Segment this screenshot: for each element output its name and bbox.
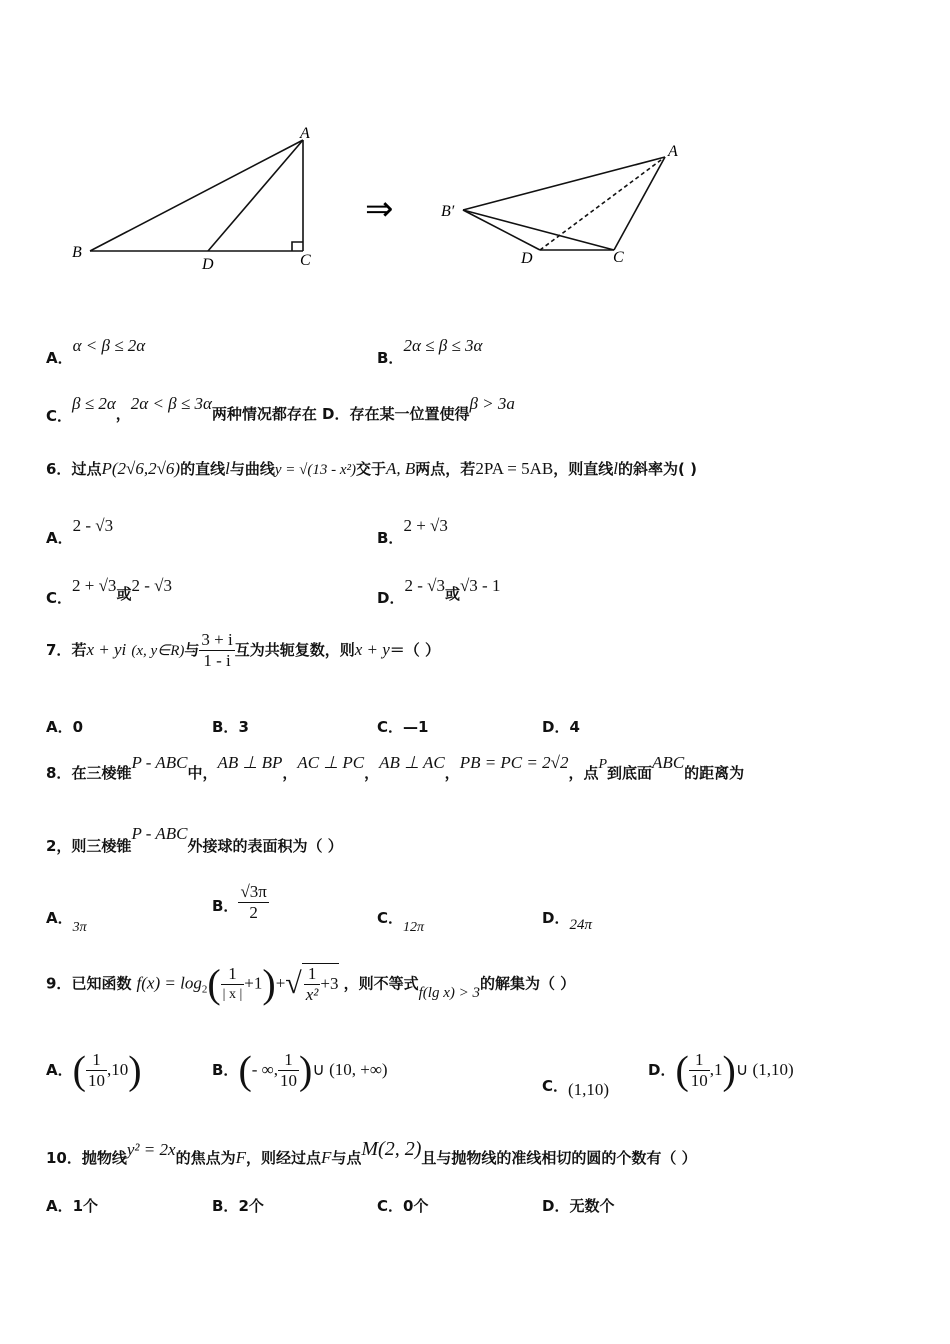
q6-option-c xyxy=(46,575,172,607)
q10-option-c xyxy=(377,1195,428,1216)
right-paren: ) xyxy=(128,1047,142,1093)
right-paren: ) xyxy=(722,1047,736,1093)
text: ， xyxy=(444,764,460,782)
math-expr: P(2√6,2√6) xyxy=(101,459,181,478)
label-right-C: C xyxy=(613,249,624,266)
option-text: 存在某一位置使得 xyxy=(349,405,470,423)
q6-option-a xyxy=(46,515,114,547)
question-number: 8． xyxy=(46,764,72,782)
folded-figure xyxy=(463,157,665,250)
math-expr: P xyxy=(598,757,608,772)
left-paren: ( xyxy=(72,1047,86,1093)
option-label: A． xyxy=(46,529,73,547)
text: 与曲线 xyxy=(229,460,275,478)
text: ＝（ ） xyxy=(389,641,441,659)
q8-option-c xyxy=(377,907,425,935)
sqrt-sign: √ xyxy=(285,967,302,1000)
math-expr: +3 xyxy=(320,974,339,993)
geometry-figure xyxy=(60,120,700,280)
log-base: 2 xyxy=(201,983,208,996)
text: 或 xyxy=(444,585,460,603)
math-expr: (x, y∈R) xyxy=(131,643,185,659)
text: 外接球的表面积为（ ） xyxy=(187,837,343,855)
option-label: C． xyxy=(377,1197,404,1215)
math-expr: ,1 xyxy=(709,1060,723,1079)
numerator: 1 xyxy=(689,1050,710,1071)
option-value: 无数个 xyxy=(569,1197,615,1215)
text: 若 xyxy=(71,641,87,659)
math-expr: f(lg x) > 3 xyxy=(418,984,480,1001)
math-expr: P - ABC xyxy=(131,824,188,843)
right-paren: ) xyxy=(262,961,276,1006)
q5-option-b xyxy=(377,335,483,367)
text: 与 xyxy=(184,641,200,659)
option-label: C． xyxy=(542,1077,569,1095)
option-value: 1个 xyxy=(72,1197,99,1215)
math-expr: (1,10) xyxy=(568,1080,610,1099)
math-expr: y = √(13 - x²) xyxy=(274,462,356,478)
option-label: B． xyxy=(212,897,239,915)
math-expr: x + y xyxy=(354,640,390,659)
numerator: 1 xyxy=(304,964,321,985)
numerator: 1 xyxy=(221,964,245,985)
q7-option-d xyxy=(542,716,580,737)
q8-option-a xyxy=(46,907,87,935)
math-expr: 2PA = 5AB xyxy=(475,459,554,478)
option-label: C． xyxy=(46,589,73,607)
math-expr: 2α < β ≤ 3α xyxy=(130,394,212,413)
option-label: C． xyxy=(377,718,404,736)
math-expr: 2α ≤ β ≤ 3α xyxy=(403,336,483,355)
option-label: C． xyxy=(377,909,404,927)
q7-option-c xyxy=(377,716,428,737)
math-expr: - ∞, xyxy=(251,1060,279,1079)
label-left-D: D xyxy=(202,256,214,273)
math-expr: 24π xyxy=(569,917,592,933)
label-right-Bprime: B′ xyxy=(441,203,455,220)
denominator: 1 - i xyxy=(203,651,231,670)
option-label: B． xyxy=(212,1061,239,1079)
numerator: 3 + i xyxy=(201,630,233,649)
fraction xyxy=(689,1050,710,1091)
math-expr: x + yi xyxy=(86,640,127,659)
math-expr: AC ⊥ PC xyxy=(297,753,365,772)
option-value: —1 xyxy=(403,718,429,736)
q9-option-b xyxy=(212,1047,388,1093)
right-paren: ) xyxy=(299,1047,313,1093)
q9-option-a xyxy=(46,1047,142,1093)
text: 交于 xyxy=(356,460,387,478)
text: ，点 xyxy=(568,764,599,782)
q9-option-d xyxy=(648,1047,794,1093)
text: 已知函数 xyxy=(71,974,132,993)
math-expr: PB = PC = 2√2 xyxy=(459,753,569,772)
q7-option-a xyxy=(46,716,83,737)
text: 中， xyxy=(187,764,218,782)
numerator: 1 xyxy=(278,1050,299,1071)
q7-stem xyxy=(46,630,440,671)
option-label: D． xyxy=(322,405,350,423)
math-expr: + xyxy=(275,973,286,993)
fraction xyxy=(304,964,321,1005)
text: ， xyxy=(364,764,380,782)
label-right-A: A xyxy=(668,143,678,160)
text: 的焦点为 xyxy=(175,1149,236,1167)
math-expr: 2 - √3 xyxy=(72,516,114,535)
q10-stem xyxy=(46,1138,697,1167)
math-expr: F xyxy=(320,1148,332,1167)
math-expr: f(x) = log xyxy=(136,973,202,993)
label-right-D: D xyxy=(521,250,533,267)
q5-option-c-d xyxy=(46,393,515,425)
q9-stem xyxy=(46,963,575,1005)
math-expr: 2 - √3 xyxy=(131,576,172,595)
denominator: 10 xyxy=(690,1071,708,1090)
fraction xyxy=(238,882,268,923)
denominator: 10 xyxy=(280,1071,298,1090)
fraction xyxy=(199,630,234,671)
option-label: D． xyxy=(648,1061,676,1079)
math-expr: α < β ≤ 2α xyxy=(72,336,146,355)
text: ，则直线 xyxy=(553,460,614,478)
fraction xyxy=(221,964,245,1005)
option-label: A． xyxy=(46,1197,73,1215)
option-label: D． xyxy=(542,718,570,736)
sqrt-body xyxy=(302,963,339,1005)
option-value: 0个 xyxy=(403,1197,429,1215)
math-expr: 3π xyxy=(72,920,87,935)
math-expr: AB ⊥ BP xyxy=(217,753,283,772)
label-left-C: C xyxy=(300,252,311,269)
math-expr: β ≤ 2α xyxy=(72,394,116,413)
q10-option-b xyxy=(212,1195,264,1216)
math-expr: 2 - √3 xyxy=(404,576,445,595)
math-expr: l xyxy=(613,459,618,478)
fraction xyxy=(86,1050,107,1091)
option-label: A． xyxy=(46,718,73,736)
question-number: 7． xyxy=(46,641,72,659)
q5-option-a xyxy=(46,335,146,367)
option-value: 4 xyxy=(569,718,580,736)
q8-stem-line2 xyxy=(46,823,343,855)
text: 与点 xyxy=(331,1149,362,1167)
numerator: 1 xyxy=(86,1050,107,1071)
left-paren: ( xyxy=(675,1047,689,1093)
math-expr: ,10 xyxy=(106,1060,129,1079)
math-expr: +1 xyxy=(244,973,263,993)
question-number: 10． xyxy=(46,1149,82,1167)
label-left-B: B xyxy=(72,244,82,261)
left-paren: ( xyxy=(238,1047,252,1093)
option-text: 两种情况都存在 xyxy=(211,405,317,423)
denominator: | x | xyxy=(222,986,243,1002)
math-expr: y² = 2x xyxy=(126,1140,176,1159)
question-number: 6． xyxy=(46,460,72,478)
text: ， xyxy=(282,764,298,782)
denominator: x² xyxy=(305,985,319,1004)
fraction xyxy=(278,1050,299,1091)
q10-option-d xyxy=(542,1195,614,1216)
math-expr: β > 3a xyxy=(469,394,515,413)
left-paren: ( xyxy=(207,961,221,1006)
option-label: A． xyxy=(46,349,73,367)
text: 的斜率为( ) xyxy=(618,460,697,478)
math-expr: √3 - 1 xyxy=(459,576,501,595)
q8-option-b xyxy=(212,882,269,923)
implies-arrow: ⇒ xyxy=(365,191,394,228)
q6-option-b xyxy=(377,515,448,547)
option-label: C． xyxy=(46,407,73,425)
text: 到底面 xyxy=(607,764,653,782)
math-expr: F xyxy=(235,1148,246,1167)
math-expr: ∪ (10, +∞) xyxy=(312,1060,388,1079)
text: 两点，若 xyxy=(415,460,476,478)
q8-stem-line1 xyxy=(46,752,745,782)
q6-option-d xyxy=(377,575,501,607)
numerator: √3π xyxy=(240,882,267,901)
option-label: B． xyxy=(377,529,404,547)
option-label: B． xyxy=(212,1197,239,1215)
math-expr: A, B xyxy=(386,459,416,478)
text: 互为共轭复数，则 xyxy=(234,641,355,659)
q6-stem xyxy=(46,458,697,479)
math-expr: AB ⊥ AC xyxy=(379,753,445,772)
text: 的直线 xyxy=(180,460,226,478)
denominator: 10 xyxy=(87,1071,105,1090)
math-expr: ABC xyxy=(652,753,685,772)
math-expr: ∪ (1,10) xyxy=(735,1060,794,1079)
option-label: D． xyxy=(542,909,570,927)
text: 的解集为（ ） xyxy=(479,974,576,993)
text: ，则不等式 xyxy=(343,974,419,993)
comma: ， xyxy=(115,405,131,423)
text: 且与抛物线的准线相切的圆的个数有（ ） xyxy=(421,1149,697,1167)
option-label: A． xyxy=(46,1061,73,1079)
math-expr: l xyxy=(225,459,230,478)
math-expr: M(2, 2) xyxy=(361,1138,422,1160)
question-number: 9． xyxy=(46,974,72,993)
option-label: D． xyxy=(377,589,405,607)
text: ，则经过点 xyxy=(245,1149,321,1167)
option-label: D． xyxy=(542,1197,570,1215)
math-expr: 2 + √3 xyxy=(72,576,117,595)
text: 在三棱锥 xyxy=(71,764,132,782)
text: 或 xyxy=(116,585,132,603)
q9-option-c xyxy=(542,1075,610,1099)
option-label: B． xyxy=(212,718,239,736)
text: 的距离为 xyxy=(684,764,745,782)
q8-option-d xyxy=(542,907,592,933)
option-value: 2个 xyxy=(238,1197,264,1215)
option-label: A． xyxy=(46,909,73,927)
option-value: 3 xyxy=(238,718,249,736)
option-label: B． xyxy=(377,349,404,367)
option-value: 0 xyxy=(72,718,84,736)
left-triangle xyxy=(90,140,303,251)
text: 2，则三棱锥 xyxy=(46,837,132,855)
math-expr: P - ABC xyxy=(131,753,188,772)
math-expr: 12π xyxy=(403,920,425,935)
label-left-A: A xyxy=(300,125,310,142)
math-expr: 2 + √3 xyxy=(403,516,448,535)
q10-option-a xyxy=(46,1195,98,1216)
text: 抛物线 xyxy=(81,1149,127,1167)
text: 过点 xyxy=(71,460,102,478)
q7-option-b xyxy=(212,716,249,737)
denominator: 2 xyxy=(249,903,258,922)
